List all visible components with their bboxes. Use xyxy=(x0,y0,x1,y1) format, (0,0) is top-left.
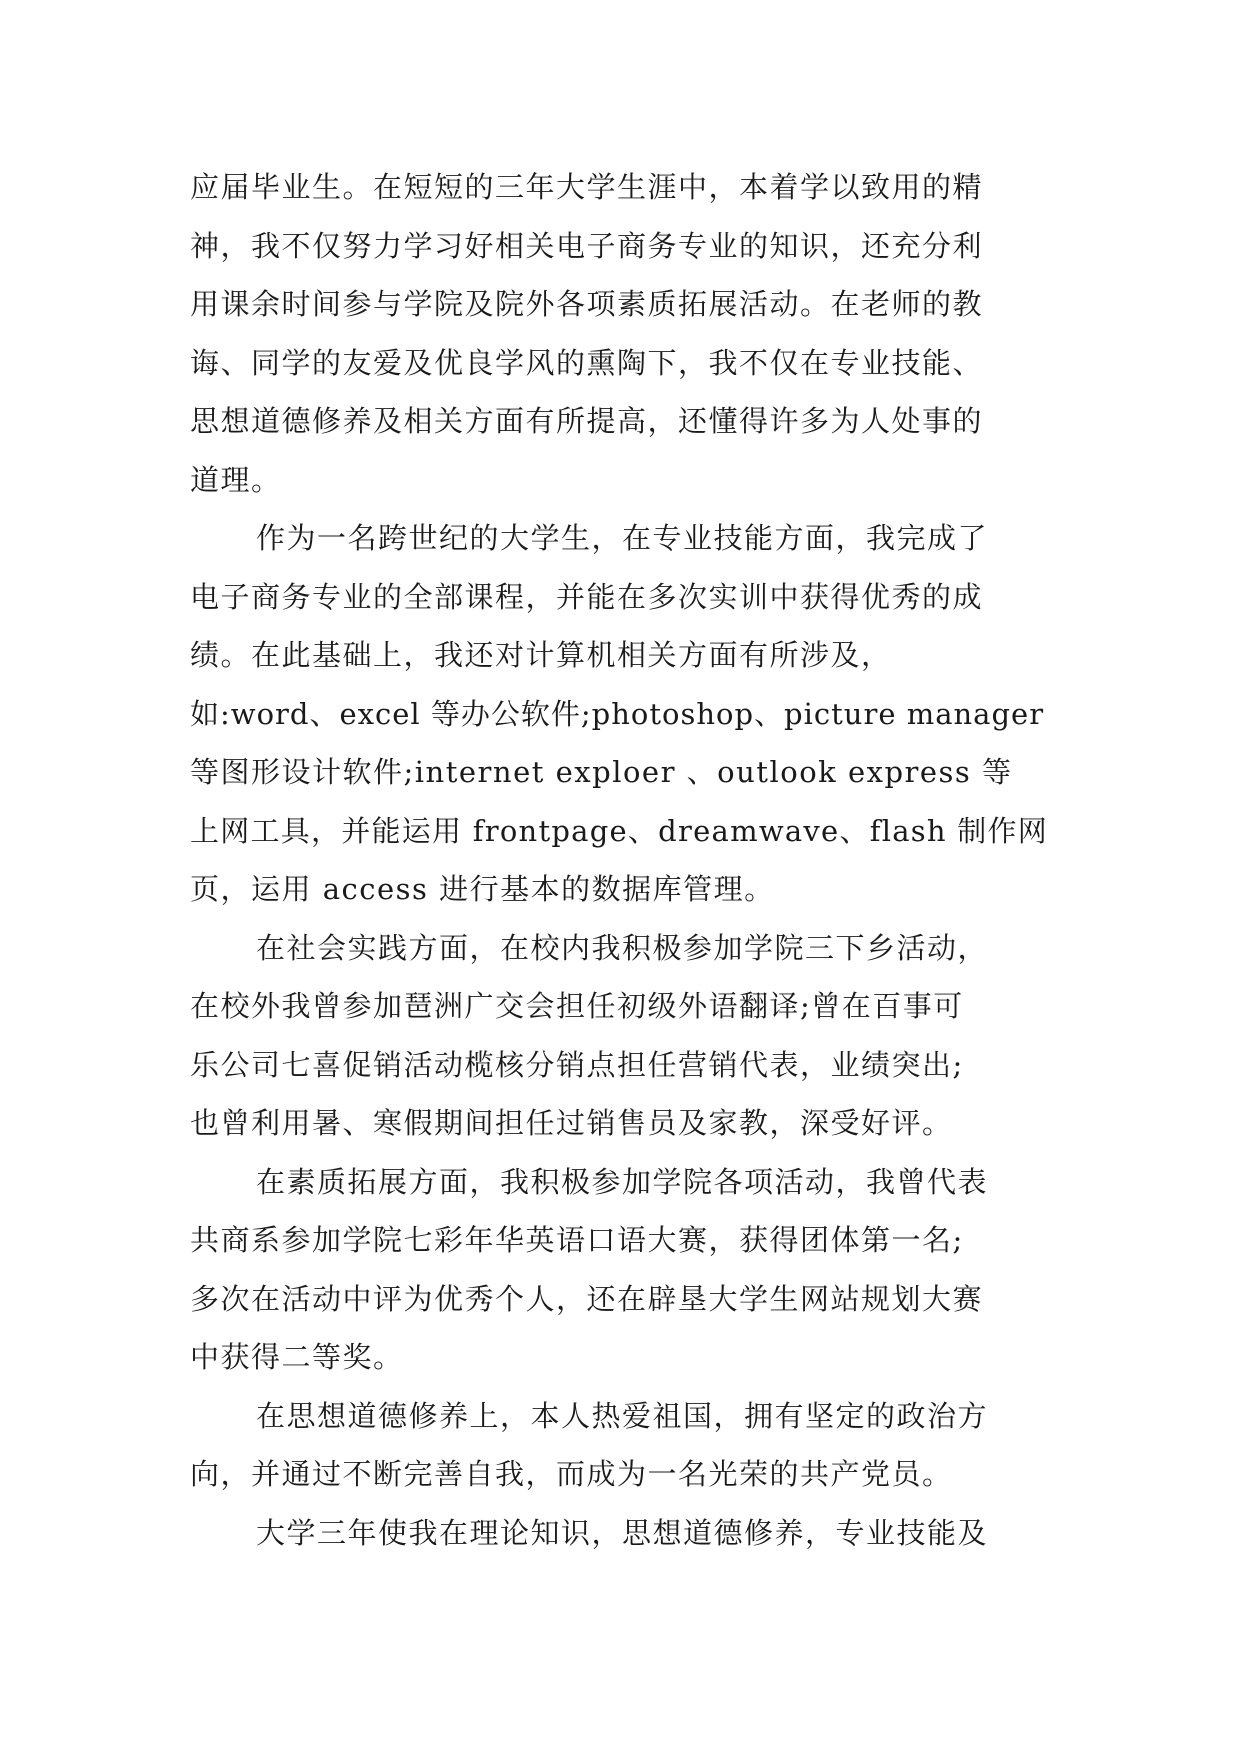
text-line: 应届毕业生。在短短的三年大学生涯中，本着学以致用的精 xyxy=(190,170,984,204)
paragraph-first-line: 在社会实践方面，在校内我积极参加学院三下乡活动， xyxy=(256,930,989,965)
text-line: 上网工具，并能运用 frontpage、dreamwave、flash 制作网 xyxy=(190,813,1049,848)
text-line: 神，我不仅努力学习好相关电子商务专业的知识，还充分利 xyxy=(190,228,984,263)
paragraph-first-line: 在思想道德修养上，本人热爱祖国，拥有坚定的政治方 xyxy=(256,1398,989,1433)
text-line: 用课余时间参与学院及院外各项素质拓展活动。在老师的教 xyxy=(190,287,984,321)
text-line: 如:word、excel 等办公软件;photoshop、picture manager xyxy=(190,696,1045,731)
text-line: 页，运用 access 进行基本的数据库管理。 xyxy=(190,872,775,906)
text-line: 思想道德修养及相关方面有所提高，还懂得许多为人处事的 xyxy=(190,404,984,438)
text-line: 诲、同学的友爱及优良学风的熏陶下，我不仅在专业技能、 xyxy=(190,345,984,380)
text-line: 向，并通过不断完善自我，而成为一名光荣的共产党员。 xyxy=(190,1457,953,1491)
text-line: 在校外我曾参加琶洲广交会担任初级外语翻译;曾在百事可 xyxy=(190,989,964,1023)
paragraph-first-line: 在素质拓展方面，我积极参加学院各项活动，我曾代表 xyxy=(256,1164,989,1199)
text-line: 多次在活动中评为优秀个人，还在辟垦大学生网站规划大赛 xyxy=(190,1281,984,1316)
text-line: 也曾利用暑、寒假期间担任过销售员及家教，深受好评。 xyxy=(190,1106,953,1140)
text-line: 中获得二等奖。 xyxy=(190,1340,404,1374)
text-line: 电子商务专业的全部课程，并能在多次实训中获得优秀的成 xyxy=(190,579,984,614)
text-line: 乐公司七喜促销活动榄核分销点担任营销代表，业绩突出; xyxy=(190,1047,964,1082)
text-line: 共商系参加学院七彩年华英语口语大赛，获得团体第一名; xyxy=(190,1223,964,1257)
paragraph-first-line: 大学三年使我在理论知识，思想道德修养，专业技能及 xyxy=(256,1515,989,1550)
text-line: 道理。 xyxy=(190,462,282,497)
text-line: 等图形设计软件;internet exploer 、outlook express 等 xyxy=(190,755,1013,789)
paragraph-first-line: 作为一名跨世纪的大学生，在专业技能方面，我完成了 xyxy=(256,521,989,555)
document-body xyxy=(190,158,1050,1562)
text-line: 绩。在此基础上，我还对计算机相关方面有所涉及， xyxy=(190,638,892,672)
